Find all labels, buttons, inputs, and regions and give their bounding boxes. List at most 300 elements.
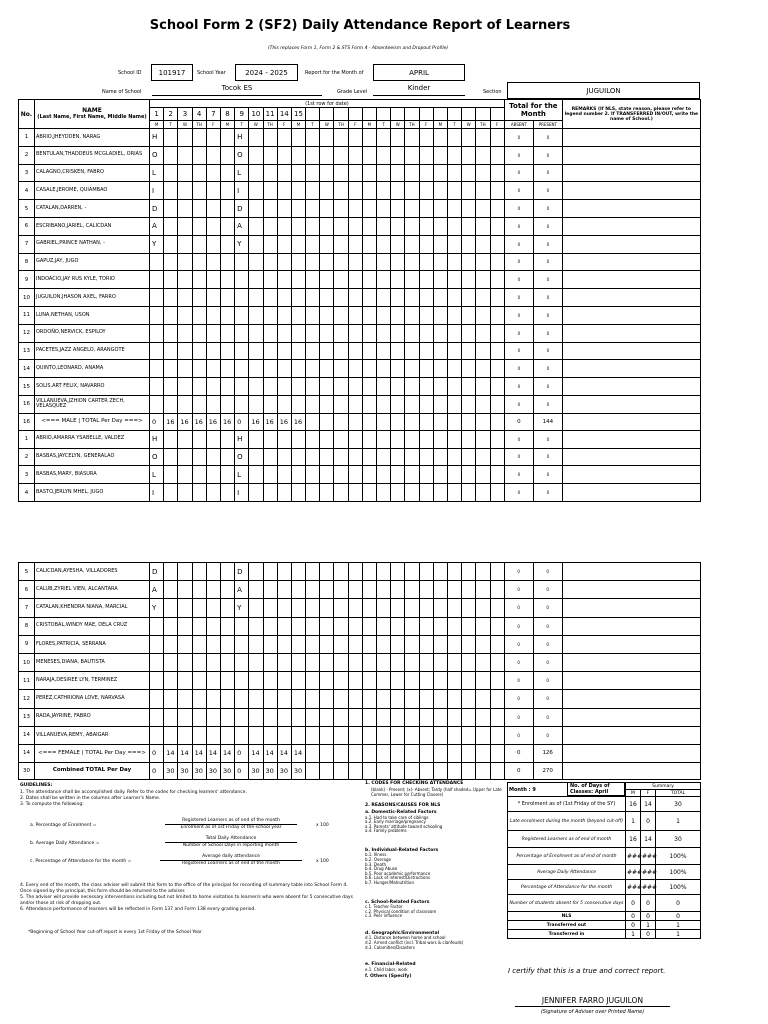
attendance-cell[interactable]: H bbox=[235, 430, 249, 448]
attendance-cell[interactable] bbox=[334, 200, 348, 218]
attendance-cell[interactable] bbox=[164, 599, 178, 617]
attendance-cell[interactable] bbox=[447, 599, 461, 617]
attendance-cell[interactable] bbox=[490, 129, 504, 147]
attendance-cell[interactable] bbox=[391, 253, 405, 271]
attendance-cell[interactable] bbox=[235, 726, 249, 744]
attendance-cell[interactable] bbox=[291, 690, 305, 708]
attendance-cell[interactable] bbox=[348, 378, 362, 396]
attendance-cell[interactable] bbox=[192, 164, 206, 182]
attendance-cell[interactable] bbox=[206, 726, 220, 744]
attendance-cell[interactable] bbox=[476, 599, 490, 617]
remarks-cell[interactable] bbox=[562, 253, 700, 271]
attendance-cell[interactable]: L bbox=[235, 466, 249, 484]
attendance-cell[interactable] bbox=[462, 635, 476, 653]
attendance-cell[interactable] bbox=[291, 200, 305, 218]
attendance-cell[interactable] bbox=[277, 395, 291, 413]
attendance-cell[interactable]: D bbox=[150, 200, 164, 218]
attendance-cell[interactable] bbox=[178, 324, 192, 342]
attendance-cell[interactable] bbox=[447, 324, 461, 342]
attendance-cell[interactable] bbox=[362, 378, 376, 396]
attendance-cell[interactable] bbox=[362, 653, 376, 671]
attendance-cell[interactable] bbox=[476, 324, 490, 342]
attendance-cell[interactable] bbox=[235, 253, 249, 271]
attendance-cell[interactable] bbox=[447, 653, 461, 671]
attendance-cell[interactable] bbox=[490, 581, 504, 599]
attendance-cell[interactable] bbox=[447, 129, 461, 147]
attendance-cell[interactable] bbox=[306, 484, 320, 502]
attendance-cell[interactable] bbox=[377, 617, 391, 635]
attendance-cell[interactable] bbox=[192, 430, 206, 448]
attendance-cell[interactable] bbox=[391, 182, 405, 200]
attendance-cell[interactable] bbox=[164, 146, 178, 164]
attendance-cell[interactable] bbox=[206, 289, 220, 307]
attendance-cell[interactable] bbox=[291, 360, 305, 378]
remarks-cell[interactable] bbox=[562, 395, 700, 413]
attendance-cell[interactable] bbox=[490, 289, 504, 307]
attendance-cell[interactable] bbox=[306, 200, 320, 218]
attendance-cell[interactable] bbox=[377, 129, 391, 147]
attendance-cell[interactable] bbox=[362, 306, 376, 324]
attendance-cell[interactable] bbox=[235, 271, 249, 289]
school-id-field[interactable]: 101917 bbox=[151, 64, 193, 81]
attendance-cell[interactable]: Y bbox=[150, 235, 164, 253]
attendance-cell[interactable] bbox=[476, 395, 490, 413]
attendance-cell[interactable] bbox=[277, 563, 291, 581]
attendance-cell[interactable] bbox=[447, 200, 461, 218]
attendance-cell[interactable] bbox=[405, 672, 419, 690]
attendance-cell[interactable] bbox=[476, 146, 490, 164]
attendance-cell[interactable] bbox=[334, 690, 348, 708]
attendance-cell[interactable] bbox=[291, 448, 305, 466]
attendance-cell[interactable] bbox=[490, 726, 504, 744]
attendance-cell[interactable] bbox=[462, 306, 476, 324]
attendance-cell[interactable] bbox=[263, 430, 277, 448]
attendance-cell[interactable] bbox=[263, 164, 277, 182]
attendance-cell[interactable] bbox=[419, 342, 433, 360]
attendance-cell[interactable] bbox=[249, 563, 263, 581]
attendance-cell[interactable] bbox=[206, 617, 220, 635]
attendance-cell[interactable]: A bbox=[150, 217, 164, 235]
attendance-cell[interactable] bbox=[476, 360, 490, 378]
attendance-cell[interactable] bbox=[320, 466, 334, 484]
attendance-cell[interactable] bbox=[348, 466, 362, 484]
attendance-cell[interactable] bbox=[476, 129, 490, 147]
attendance-cell[interactable] bbox=[178, 708, 192, 726]
attendance-cell[interactable] bbox=[476, 200, 490, 218]
attendance-cell[interactable] bbox=[235, 653, 249, 671]
attendance-cell[interactable] bbox=[433, 563, 447, 581]
attendance-cell[interactable] bbox=[235, 708, 249, 726]
attendance-cell[interactable] bbox=[306, 708, 320, 726]
attendance-cell[interactable] bbox=[220, 672, 234, 690]
attendance-cell[interactable] bbox=[490, 484, 504, 502]
attendance-cell[interactable] bbox=[291, 182, 305, 200]
attendance-cell[interactable] bbox=[291, 253, 305, 271]
attendance-cell[interactable] bbox=[277, 708, 291, 726]
attendance-cell[interactable] bbox=[391, 599, 405, 617]
attendance-cell[interactable] bbox=[235, 378, 249, 396]
attendance-cell[interactable] bbox=[235, 617, 249, 635]
attendance-cell[interactable] bbox=[291, 271, 305, 289]
school-name-field[interactable]: Tocok ES bbox=[152, 84, 322, 96]
attendance-cell[interactable] bbox=[334, 182, 348, 200]
attendance-cell[interactable] bbox=[306, 690, 320, 708]
attendance-cell[interactable] bbox=[433, 635, 447, 653]
attendance-cell[interactable] bbox=[320, 708, 334, 726]
attendance-cell[interactable] bbox=[291, 466, 305, 484]
attendance-cell[interactable] bbox=[334, 342, 348, 360]
attendance-cell[interactable] bbox=[192, 378, 206, 396]
attendance-cell[interactable] bbox=[447, 726, 461, 744]
attendance-cell[interactable] bbox=[164, 217, 178, 235]
attendance-cell[interactable] bbox=[362, 253, 376, 271]
attendance-cell[interactable] bbox=[164, 395, 178, 413]
attendance-cell[interactable] bbox=[306, 617, 320, 635]
attendance-cell[interactable] bbox=[178, 182, 192, 200]
attendance-cell[interactable] bbox=[405, 324, 419, 342]
attendance-cell[interactable] bbox=[447, 635, 461, 653]
attendance-cell[interactable] bbox=[377, 708, 391, 726]
attendance-cell[interactable] bbox=[405, 599, 419, 617]
attendance-cell[interactable] bbox=[433, 342, 447, 360]
remarks-cell[interactable] bbox=[562, 581, 700, 599]
attendance-cell[interactable] bbox=[178, 653, 192, 671]
attendance-cell[interactable] bbox=[419, 378, 433, 396]
attendance-cell[interactable] bbox=[476, 617, 490, 635]
attendance-cell[interactable] bbox=[206, 448, 220, 466]
attendance-cell[interactable] bbox=[377, 253, 391, 271]
attendance-cell[interactable] bbox=[263, 466, 277, 484]
section-field[interactable]: JUGUILON bbox=[507, 82, 700, 99]
attendance-cell[interactable] bbox=[192, 217, 206, 235]
attendance-cell[interactable] bbox=[178, 726, 192, 744]
attendance-cell[interactable] bbox=[405, 395, 419, 413]
attendance-cell[interactable]: I bbox=[235, 182, 249, 200]
attendance-cell[interactable] bbox=[277, 360, 291, 378]
attendance-cell[interactable] bbox=[462, 672, 476, 690]
attendance-cell[interactable] bbox=[419, 430, 433, 448]
attendance-cell[interactable] bbox=[178, 235, 192, 253]
attendance-cell[interactable] bbox=[391, 708, 405, 726]
attendance-cell[interactable] bbox=[462, 563, 476, 581]
attendance-cell[interactable] bbox=[320, 164, 334, 182]
attendance-cell[interactable] bbox=[306, 129, 320, 147]
attendance-cell[interactable] bbox=[249, 164, 263, 182]
attendance-cell[interactable] bbox=[220, 726, 234, 744]
attendance-cell[interactable] bbox=[320, 129, 334, 147]
attendance-cell[interactable] bbox=[405, 726, 419, 744]
attendance-cell[interactable]: L bbox=[150, 466, 164, 484]
attendance-cell[interactable] bbox=[192, 324, 206, 342]
attendance-cell[interactable] bbox=[334, 635, 348, 653]
attendance-cell[interactable] bbox=[348, 182, 362, 200]
attendance-cell[interactable]: A bbox=[150, 581, 164, 599]
attendance-cell[interactable] bbox=[192, 726, 206, 744]
attendance-cell[interactable] bbox=[405, 342, 419, 360]
attendance-cell[interactable] bbox=[320, 217, 334, 235]
attendance-cell[interactable] bbox=[419, 563, 433, 581]
attendance-cell[interactable] bbox=[334, 448, 348, 466]
attendance-cell[interactable] bbox=[348, 253, 362, 271]
attendance-cell[interactable] bbox=[405, 378, 419, 396]
attendance-cell[interactable]: O bbox=[150, 146, 164, 164]
attendance-cell[interactable] bbox=[391, 217, 405, 235]
attendance-cell[interactable] bbox=[433, 726, 447, 744]
attendance-cell[interactable] bbox=[277, 271, 291, 289]
attendance-cell[interactable]: D bbox=[150, 563, 164, 581]
attendance-cell[interactable] bbox=[362, 599, 376, 617]
attendance-cell[interactable] bbox=[192, 182, 206, 200]
attendance-cell[interactable] bbox=[476, 581, 490, 599]
attendance-cell[interactable] bbox=[220, 182, 234, 200]
attendance-cell[interactable] bbox=[164, 563, 178, 581]
attendance-cell[interactable] bbox=[164, 448, 178, 466]
attendance-cell[interactable]: H bbox=[235, 129, 249, 147]
attendance-cell[interactable] bbox=[490, 306, 504, 324]
attendance-cell[interactable] bbox=[249, 342, 263, 360]
attendance-cell[interactable] bbox=[419, 599, 433, 617]
attendance-cell[interactable] bbox=[320, 484, 334, 502]
attendance-cell[interactable] bbox=[490, 448, 504, 466]
attendance-cell[interactable] bbox=[150, 360, 164, 378]
attendance-cell[interactable] bbox=[206, 360, 220, 378]
attendance-cell[interactable] bbox=[164, 672, 178, 690]
attendance-cell[interactable] bbox=[235, 395, 249, 413]
attendance-cell[interactable] bbox=[405, 271, 419, 289]
attendance-cell[interactable] bbox=[334, 430, 348, 448]
attendance-cell[interactable] bbox=[391, 581, 405, 599]
attendance-cell[interactable] bbox=[391, 146, 405, 164]
attendance-cell[interactable] bbox=[291, 324, 305, 342]
attendance-cell[interactable]: A bbox=[235, 217, 249, 235]
attendance-cell[interactable] bbox=[192, 271, 206, 289]
attendance-cell[interactable] bbox=[249, 708, 263, 726]
attendance-cell[interactable] bbox=[277, 448, 291, 466]
attendance-cell[interactable] bbox=[405, 484, 419, 502]
attendance-cell[interactable] bbox=[164, 484, 178, 502]
attendance-cell[interactable] bbox=[362, 690, 376, 708]
attendance-cell[interactable] bbox=[419, 146, 433, 164]
attendance-cell[interactable] bbox=[277, 324, 291, 342]
attendance-cell[interactable] bbox=[320, 599, 334, 617]
attendance-cell[interactable]: A bbox=[235, 581, 249, 599]
attendance-cell[interactable]: H bbox=[150, 430, 164, 448]
attendance-cell[interactable] bbox=[462, 324, 476, 342]
attendance-cell[interactable] bbox=[462, 200, 476, 218]
attendance-cell[interactable] bbox=[249, 484, 263, 502]
attendance-cell[interactable] bbox=[192, 484, 206, 502]
remarks-cell[interactable] bbox=[562, 342, 700, 360]
attendance-cell[interactable] bbox=[462, 146, 476, 164]
attendance-cell[interactable] bbox=[206, 690, 220, 708]
attendance-cell[interactable] bbox=[447, 448, 461, 466]
attendance-cell[interactable] bbox=[178, 466, 192, 484]
attendance-cell[interactable] bbox=[249, 129, 263, 147]
attendance-cell[interactable] bbox=[391, 690, 405, 708]
attendance-cell[interactable] bbox=[391, 289, 405, 307]
attendance-cell[interactable] bbox=[433, 690, 447, 708]
attendance-cell[interactable] bbox=[192, 672, 206, 690]
attendance-cell[interactable] bbox=[362, 182, 376, 200]
attendance-cell[interactable] bbox=[277, 289, 291, 307]
attendance-cell[interactable] bbox=[419, 271, 433, 289]
attendance-cell[interactable] bbox=[490, 146, 504, 164]
attendance-cell[interactable] bbox=[462, 164, 476, 182]
attendance-cell[interactable] bbox=[433, 129, 447, 147]
attendance-cell[interactable] bbox=[433, 200, 447, 218]
attendance-cell[interactable] bbox=[476, 253, 490, 271]
attendance-cell[interactable] bbox=[433, 271, 447, 289]
attendance-cell[interactable] bbox=[419, 289, 433, 307]
attendance-cell[interactable] bbox=[306, 271, 320, 289]
attendance-cell[interactable] bbox=[433, 164, 447, 182]
attendance-cell[interactable] bbox=[362, 271, 376, 289]
attendance-cell[interactable] bbox=[235, 672, 249, 690]
attendance-cell[interactable] bbox=[277, 235, 291, 253]
attendance-cell[interactable] bbox=[334, 395, 348, 413]
attendance-cell[interactable] bbox=[206, 271, 220, 289]
attendance-cell[interactable] bbox=[490, 360, 504, 378]
attendance-cell[interactable] bbox=[348, 653, 362, 671]
attendance-cell[interactable] bbox=[249, 690, 263, 708]
attendance-cell[interactable] bbox=[277, 182, 291, 200]
attendance-cell[interactable] bbox=[277, 342, 291, 360]
attendance-cell[interactable] bbox=[362, 617, 376, 635]
attendance-cell[interactable] bbox=[220, 253, 234, 271]
attendance-cell[interactable] bbox=[178, 146, 192, 164]
attendance-cell[interactable] bbox=[476, 289, 490, 307]
attendance-cell[interactable] bbox=[220, 430, 234, 448]
attendance-cell[interactable] bbox=[419, 235, 433, 253]
attendance-cell[interactable] bbox=[192, 342, 206, 360]
attendance-cell[interactable] bbox=[220, 708, 234, 726]
attendance-cell[interactable] bbox=[419, 726, 433, 744]
attendance-cell[interactable] bbox=[249, 599, 263, 617]
attendance-cell[interactable]: I bbox=[150, 182, 164, 200]
attendance-cell[interactable] bbox=[377, 324, 391, 342]
attendance-cell[interactable] bbox=[334, 599, 348, 617]
attendance-cell[interactable] bbox=[320, 653, 334, 671]
attendance-cell[interactable] bbox=[447, 289, 461, 307]
attendance-cell[interactable] bbox=[206, 653, 220, 671]
attendance-cell[interactable] bbox=[462, 129, 476, 147]
attendance-cell[interactable] bbox=[433, 599, 447, 617]
attendance-cell[interactable] bbox=[391, 430, 405, 448]
attendance-cell[interactable] bbox=[277, 466, 291, 484]
attendance-cell[interactable] bbox=[447, 563, 461, 581]
attendance-cell[interactable] bbox=[277, 253, 291, 271]
attendance-cell[interactable] bbox=[249, 448, 263, 466]
attendance-cell[interactable] bbox=[192, 563, 206, 581]
attendance-cell[interactable] bbox=[178, 378, 192, 396]
attendance-cell[interactable] bbox=[377, 200, 391, 218]
attendance-cell[interactable] bbox=[447, 690, 461, 708]
attendance-cell[interactable] bbox=[405, 448, 419, 466]
attendance-cell[interactable] bbox=[362, 635, 376, 653]
attendance-cell[interactable] bbox=[362, 289, 376, 307]
attendance-cell[interactable] bbox=[263, 342, 277, 360]
attendance-cell[interactable] bbox=[206, 164, 220, 182]
attendance-cell[interactable] bbox=[462, 653, 476, 671]
attendance-cell[interactable] bbox=[391, 200, 405, 218]
attendance-cell[interactable]: L bbox=[150, 164, 164, 182]
attendance-cell[interactable] bbox=[291, 653, 305, 671]
attendance-cell[interactable] bbox=[220, 635, 234, 653]
attendance-cell[interactable] bbox=[306, 324, 320, 342]
attendance-cell[interactable] bbox=[419, 581, 433, 599]
attendance-cell[interactable] bbox=[277, 726, 291, 744]
attendance-cell[interactable] bbox=[178, 672, 192, 690]
attendance-cell[interactable] bbox=[391, 324, 405, 342]
attendance-cell[interactable] bbox=[348, 672, 362, 690]
attendance-cell[interactable] bbox=[476, 635, 490, 653]
attendance-cell[interactable] bbox=[263, 653, 277, 671]
attendance-cell[interactable] bbox=[462, 690, 476, 708]
attendance-cell[interactable] bbox=[263, 617, 277, 635]
attendance-cell[interactable] bbox=[306, 378, 320, 396]
attendance-cell[interactable] bbox=[490, 430, 504, 448]
attendance-cell[interactable] bbox=[348, 324, 362, 342]
attendance-cell[interactable] bbox=[391, 235, 405, 253]
attendance-cell[interactable] bbox=[277, 484, 291, 502]
attendance-cell[interactable] bbox=[263, 271, 277, 289]
attendance-cell[interactable] bbox=[178, 635, 192, 653]
attendance-cell[interactable] bbox=[263, 726, 277, 744]
attendance-cell[interactable] bbox=[235, 289, 249, 307]
attendance-cell[interactable] bbox=[377, 306, 391, 324]
attendance-cell[interactable] bbox=[447, 253, 461, 271]
attendance-cell[interactable] bbox=[192, 466, 206, 484]
attendance-cell[interactable] bbox=[306, 217, 320, 235]
attendance-cell[interactable] bbox=[490, 690, 504, 708]
attendance-cell[interactable] bbox=[447, 217, 461, 235]
attendance-cell[interactable] bbox=[235, 342, 249, 360]
attendance-cell[interactable] bbox=[306, 726, 320, 744]
attendance-cell[interactable] bbox=[178, 484, 192, 502]
attendance-cell[interactable] bbox=[391, 378, 405, 396]
attendance-cell[interactable] bbox=[220, 484, 234, 502]
attendance-cell[interactable] bbox=[334, 708, 348, 726]
attendance-cell[interactable] bbox=[348, 430, 362, 448]
attendance-cell[interactable] bbox=[235, 690, 249, 708]
attendance-cell[interactable] bbox=[419, 708, 433, 726]
attendance-cell[interactable] bbox=[377, 672, 391, 690]
attendance-cell[interactable] bbox=[334, 563, 348, 581]
attendance-cell[interactable] bbox=[447, 672, 461, 690]
attendance-cell[interactable] bbox=[348, 164, 362, 182]
attendance-cell[interactable] bbox=[334, 617, 348, 635]
attendance-cell[interactable] bbox=[490, 653, 504, 671]
attendance-cell[interactable] bbox=[220, 653, 234, 671]
attendance-cell[interactable]: L bbox=[235, 164, 249, 182]
attendance-cell[interactable] bbox=[306, 253, 320, 271]
attendance-cell[interactable] bbox=[206, 395, 220, 413]
attendance-cell[interactable] bbox=[462, 726, 476, 744]
attendance-cell[interactable] bbox=[348, 289, 362, 307]
attendance-cell[interactable] bbox=[348, 484, 362, 502]
attendance-cell[interactable] bbox=[348, 448, 362, 466]
attendance-cell[interactable] bbox=[476, 466, 490, 484]
attendance-cell[interactable] bbox=[249, 635, 263, 653]
attendance-cell[interactable] bbox=[348, 617, 362, 635]
attendance-cell[interactable] bbox=[334, 378, 348, 396]
remarks-cell[interactable] bbox=[562, 164, 700, 182]
attendance-cell[interactable] bbox=[320, 200, 334, 218]
attendance-cell[interactable] bbox=[206, 378, 220, 396]
attendance-cell[interactable] bbox=[206, 635, 220, 653]
attendance-cell[interactable] bbox=[164, 324, 178, 342]
attendance-cell[interactable] bbox=[334, 271, 348, 289]
